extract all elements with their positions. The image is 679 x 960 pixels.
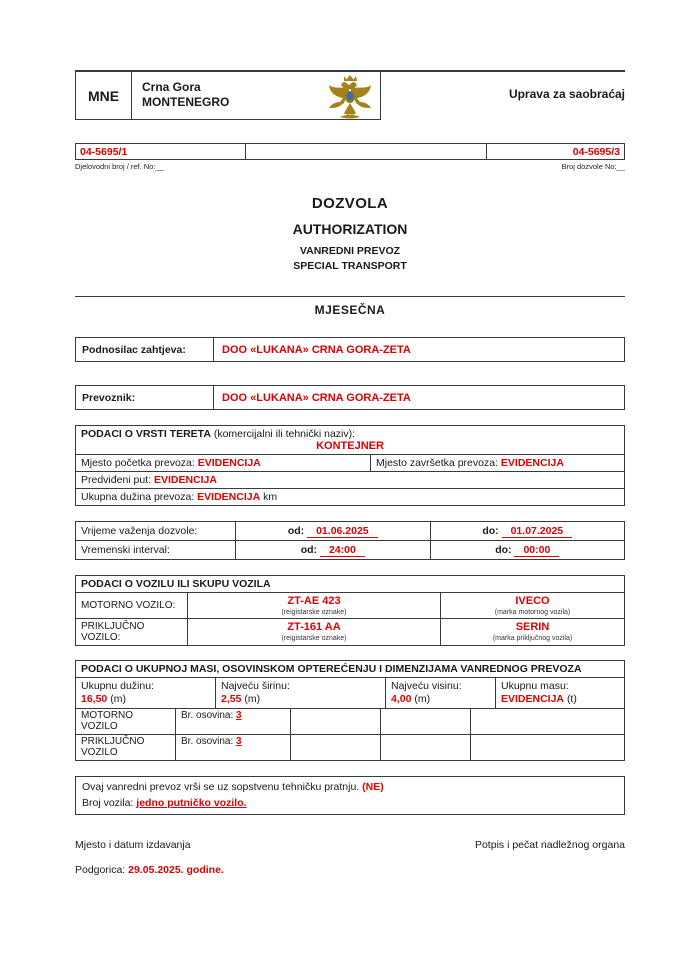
trailer-axles-row <box>76 735 624 760</box>
validity-time-to-cell <box>431 541 625 559</box>
escort-section <box>75 776 625 815</box>
validity-section <box>75 521 625 560</box>
authority-name: Uprava za saobraćaj <box>508 87 625 101</box>
trailer-vehicle-plate: ZT-161 AA <box>287 621 341 633</box>
length-unit: (m) <box>110 693 126 705</box>
issue-place-date <box>75 864 625 876</box>
motor-axles-cell <box>176 709 291 734</box>
from-label: od: <box>300 544 318 556</box>
cargo-end-cell <box>371 455 624 471</box>
applicant-label: Podnosilac zahtjeva: <box>76 338 214 361</box>
vehicle-section-title: PODACI O VOZILU ILI SKUPU VOZILA <box>76 576 624 593</box>
cargo-end-value: EVIDENCIJA <box>500 457 564 469</box>
total-mass-cell <box>496 678 624 708</box>
height-cell <box>386 678 496 708</box>
cargo-length-row <box>76 489 624 505</box>
axle-count-label: Br. osovina: <box>181 736 234 747</box>
plate-caption: (reigistarske oznake) <box>281 635 347 642</box>
empty-cell <box>471 709 624 734</box>
trailer-vehicle-make-cell <box>441 619 624 645</box>
dimensions-row <box>76 678 624 709</box>
trailer-vehicle-plate-cell <box>188 619 441 645</box>
motor-vehicle-plate: ZT-AE 423 <box>287 595 341 607</box>
motor-vehicle-make-cell <box>441 593 624 618</box>
cargo-name: KONTEJNER <box>316 440 384 452</box>
divider-line <box>75 296 625 297</box>
make-caption: (marka motornog vozila) <box>494 609 571 616</box>
length-value: 16,50 <box>81 693 108 705</box>
ref-empty-cell <box>246 144 487 159</box>
escort-statement: Ovaj vanredni prevoz vrši se uz sopstvenu tehničku pratnju. <box>82 781 360 793</box>
validity-date-row <box>76 522 624 540</box>
cargo-length-label: Ukupna dužina prevoza: <box>81 491 195 503</box>
footer-labels <box>75 839 625 851</box>
cargo-start-label: Mjesto početka prevoza: <box>81 457 195 469</box>
cargo-end-label: Mjesto završetka prevoza: <box>376 457 498 469</box>
mass-section <box>75 660 625 761</box>
to-label: do: <box>495 544 512 556</box>
total-mass-label: Ukupnu masu: <box>501 680 569 692</box>
country-code: MNE <box>76 72 132 119</box>
validity-date-label: Vrijeme važenja dozvole: <box>76 522 236 540</box>
applicant-value: DOO «LUKANA» CRNA GORA-ZETA <box>222 343 411 356</box>
height-label: Najveću visinu: <box>391 680 462 692</box>
trailer-axles-label: PRIKLJUČNO VOZILO <box>76 735 176 760</box>
trailer-vehicle-make: SERIN <box>515 621 550 633</box>
to-label: do: <box>482 525 499 537</box>
issue-place: Podgorica: <box>75 864 126 876</box>
cargo-length-value: EVIDENCIJA <box>197 491 261 503</box>
width-label: Najveću širinu: <box>221 680 290 692</box>
escort-value: (NE) <box>362 781 384 793</box>
issue-date: 29.05.2025. godine. <box>128 864 224 876</box>
width-unit: (m) <box>244 693 261 705</box>
document-title-block <box>75 195 625 272</box>
cargo-places-row <box>76 455 624 472</box>
validity-time-to: 00:00 <box>514 544 559 557</box>
escort-vehicle-count-row <box>82 797 618 809</box>
validity-time-row <box>76 540 624 559</box>
ref-number: 04-5695/1 <box>76 144 246 159</box>
validity-time-from: 24:00 <box>320 544 365 557</box>
subtitle-local: VANREDNI PREVOZ <box>299 245 401 257</box>
vehicle-section <box>75 575 625 646</box>
motor-vehicle-plate-cell <box>188 593 441 618</box>
cargo-length-unit: km <box>263 491 278 503</box>
cargo-route-value: EVIDENCIJA <box>153 474 217 486</box>
permit-number: 04-5695/3 <box>572 146 620 158</box>
carrier-row <box>75 385 625 410</box>
permit-period: MJESEČNA <box>314 303 386 317</box>
validity-time-label: Vremenski interval: <box>76 541 236 559</box>
empty-cell <box>291 735 381 760</box>
title-en: AUTHORIZATION <box>292 221 408 237</box>
reference-captions <box>75 162 625 171</box>
total-mass-unit: (t) <box>566 693 577 705</box>
length-label: Ukupnu dužinu: <box>81 680 154 692</box>
country-name-en: MONTENEGRO <box>142 95 230 109</box>
cargo-name-row <box>76 440 624 455</box>
motor-vehicle-row <box>76 593 624 618</box>
axle-count-label: Br. osovina: <box>181 710 234 721</box>
plate-caption: (reigistarske oznake) <box>281 609 347 616</box>
trailer-vehicle-row <box>76 618 624 645</box>
empty-cell <box>471 735 624 760</box>
vehicle-count-label: Broj vozila: <box>82 797 134 809</box>
cargo-route-label: Predviđeni put: <box>81 474 152 486</box>
trailer-axles-cell <box>176 735 291 760</box>
subtitle-en: SPECIAL TRANSPORT <box>293 260 407 272</box>
cargo-start-cell <box>76 455 371 471</box>
motor-axle-count: 3 <box>236 710 242 721</box>
motor-axles-row <box>76 709 624 735</box>
validity-date-to: 01.07.2025 <box>502 525 573 538</box>
length-cell <box>76 678 216 708</box>
mass-section-title: PODACI O UKUPNOJ MASI, OSOVINSKOM OPTEREĆENJU I DIMENZIJAMA VANREDNOG PREVOZA <box>76 661 624 678</box>
applicant-row <box>75 337 625 362</box>
empty-cell <box>381 709 471 734</box>
validity-time-from-cell <box>236 541 431 559</box>
height-unit: (m) <box>414 693 431 705</box>
validity-date-to-cell <box>431 522 625 540</box>
cargo-route-row <box>76 472 624 489</box>
trailer-axle-count: 3 <box>236 736 242 747</box>
vehicle-count-value: jedno putničko vozilo. <box>136 797 247 809</box>
empty-cell <box>381 735 471 760</box>
title-local: DOZVOLA <box>311 195 389 212</box>
total-mass-value: EVIDENCIJA <box>501 693 565 705</box>
carrier-value: DOO «LUKANA» CRNA GORA-ZETA <box>222 391 411 404</box>
empty-cell <box>291 709 381 734</box>
document-header <box>75 70 625 120</box>
make-caption: (marka priključnog vozila) <box>492 635 573 642</box>
cargo-section-title <box>76 426 624 440</box>
cargo-section <box>75 425 625 506</box>
cargo-title-note: (komercijalni ili tehnički naziv): <box>210 428 356 440</box>
escort-statement-row <box>82 781 618 793</box>
country-name <box>132 72 229 119</box>
width-cell <box>216 678 386 708</box>
cargo-title-bold: PODACI O VRSTI TERETA <box>81 428 211 440</box>
reference-number-row <box>75 143 625 160</box>
signature-label: Potpis i pečat nadležnog organa <box>474 839 625 851</box>
permit-caption: Broj dozvole No:__ <box>561 162 625 171</box>
montenegro-coat-of-arms-icon <box>327 73 373 123</box>
from-label: od: <box>287 525 305 537</box>
width-value: 2,55 <box>221 693 242 705</box>
height-value: 4,00 <box>391 693 412 705</box>
validity-date-from: 01.06.2025 <box>307 525 378 538</box>
carrier-label: Prevoznik: <box>76 386 214 409</box>
validity-date-from-cell <box>236 522 431 540</box>
motor-vehicle-label: MOTORNO VOZILO: <box>76 593 188 618</box>
motor-vehicle-make: IVECO <box>515 595 550 607</box>
cargo-start-value: EVIDENCIJA <box>197 457 261 469</box>
ref-caption: Djelovodni broj / ref. No:__ <box>75 162 164 171</box>
trailer-vehicle-label: PRIKLJUČNO VOZILO: <box>76 619 188 645</box>
issue-place-label: Mjesto i datum izdavanja <box>75 839 191 851</box>
motor-axles-label: MOTORNO VOZILO <box>76 709 176 734</box>
country-name-local: Crna Gora <box>142 80 201 94</box>
